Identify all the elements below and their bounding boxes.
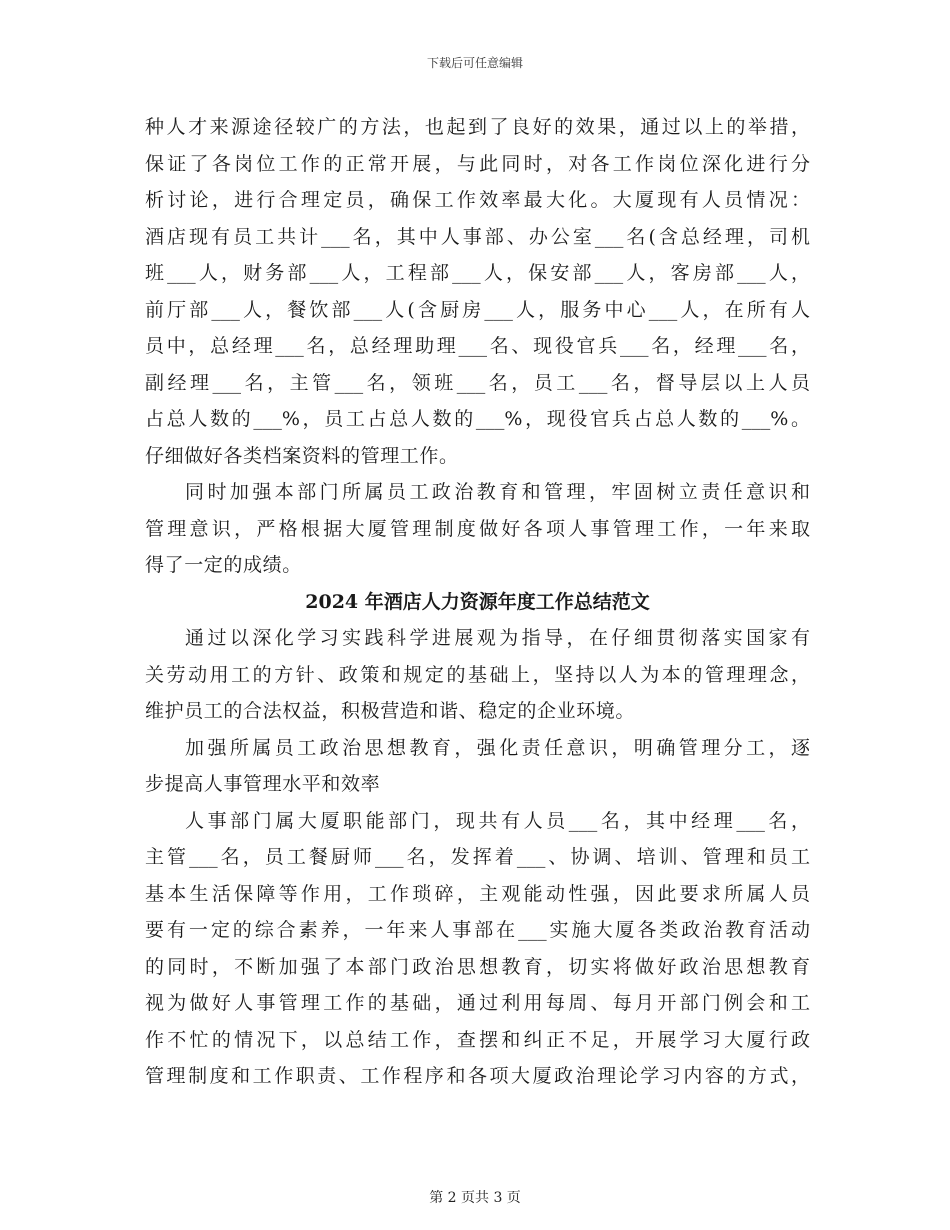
text-line: 人事部门属大厦职能部门，现共有人员___名，其中经理___名， xyxy=(185,809,810,832)
text-line: 通过以深化学习实践科学进展观为指导，在仔细贯彻落实国家有 xyxy=(185,627,810,649)
text-line: 步提高人事管理水平和效率 xyxy=(145,773,381,795)
text-line: 班___人，财务部___人，工程部___人，保安部___人，客房部___人， xyxy=(145,262,810,284)
text-line: 管理意识，严格根据大厦管理制度做好各项人事管理工作，一年来取 xyxy=(145,517,810,540)
document-body xyxy=(145,109,810,1095)
section-heading: 2024 年酒店人力资源年度工作总结范文 xyxy=(305,590,650,613)
text-line: 析讨论，进行合理定员，确保工作效率最大化。大厦现有人员情况： xyxy=(145,189,810,211)
text-line: 得了一定的成绩。 xyxy=(145,554,302,576)
text-line: 要有一定的综合素养，一年来人事部在___实施大厦各类政治教育活动 xyxy=(145,919,810,941)
text-line: 基本生活保障等作用，工作琐碎，主观能动性强，因此要求所属人员 xyxy=(145,882,810,905)
text-line: 加强所属员工政治思想教育，强化责任意识，明确管理分工，逐 xyxy=(185,736,810,759)
text-line: 视为做好人事管理工作的基础，通过利用每周、每月开部门例会和工 xyxy=(145,992,810,1014)
paragraph xyxy=(145,109,810,474)
paragraph xyxy=(145,620,810,730)
text-line: 前厅部___人，餐饮部___人(含厨房___人，服务中心___人，在所有人 xyxy=(145,298,810,321)
page-footer: 第 2 页共 3 页 xyxy=(429,1190,521,1206)
text-line: 作不忙的情况下，以总结工作，查摆和纠正不足，开展学习大厦行政 xyxy=(145,1028,810,1051)
text-line: 同时加强本部门所属员工政治教育和管理，牢固树立责任意识和 xyxy=(185,481,810,503)
text-line: 种人才来源途径较广的方法，也起到了良好的效果，通过以上的举措， xyxy=(145,116,810,138)
text-line: 占总人数的___%，员工占总人数的___%，现役官兵占总人数的___%。 xyxy=(145,408,810,430)
paragraph xyxy=(145,730,810,803)
text-line: 关劳动用工的方针、政策和规定的基础上，坚持以人为本的管理理念， xyxy=(145,663,810,686)
paragraph xyxy=(145,803,810,1095)
text-line: 员中，总经理___名，总经理助理___名、现役官兵___名，经理___名， xyxy=(145,335,810,357)
text-line: 仔细做好各类档案资料的管理工作。 xyxy=(145,444,459,467)
text-line: 主管___名，员工餐厨师___名，发挥着___、协调、培训、管理和员工 xyxy=(145,846,810,868)
text-line: 副经理___名，主管___名，领班___名，员工___名，督导层以上人员 xyxy=(145,371,810,394)
text-line: 酒店现有员工共计___名，其中人事部、办公室___名(含总经理，司机 xyxy=(145,225,810,248)
text-line: 管理制度和工作职责、工作程序和各项大厦政治理论学习内容的方式， xyxy=(145,1065,810,1087)
text-line: 保证了各岗位工作的正常开展，与此同时，对各工作岗位深化进行分 xyxy=(145,152,810,175)
page-header: 下载后可任意编辑 xyxy=(426,56,523,70)
text-line: 的同时，不断加强了本部门政治思想教育，切实将做好政治思想教育 xyxy=(145,955,810,978)
text-line: 维护员工的合法权益，积极营造和谐、稳定的企业环境。 xyxy=(145,700,636,722)
paragraph xyxy=(145,474,810,584)
